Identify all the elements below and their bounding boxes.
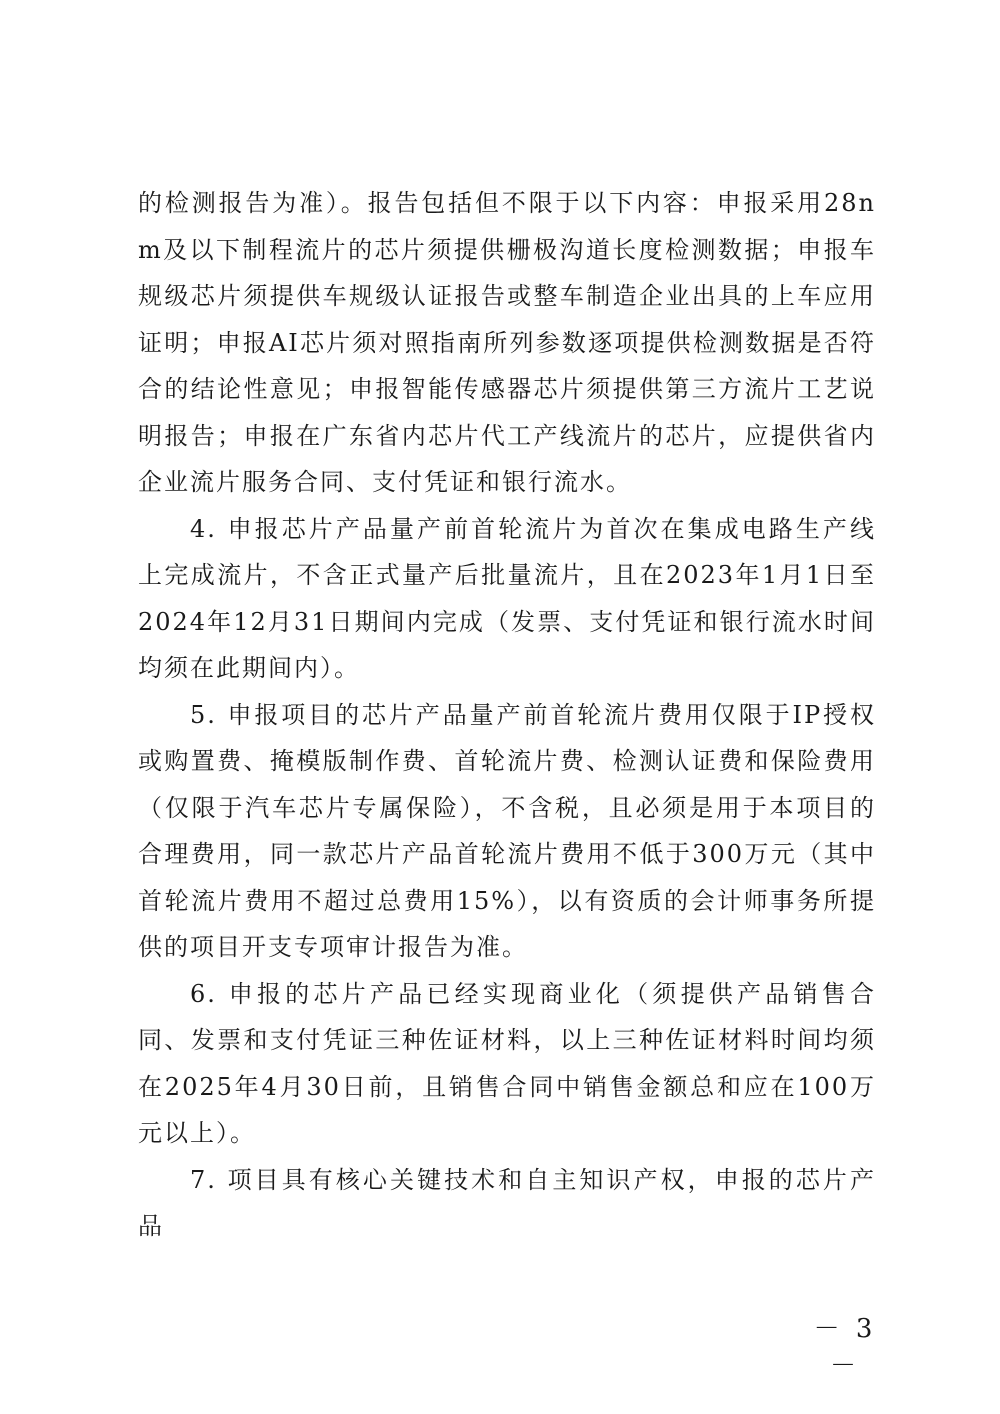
document-body bbox=[138, 180, 876, 1250]
paragraph-item-7: 7. 项目具有核心关键技术和自主知识产权，申报的芯片产品 bbox=[138, 1165, 876, 1240]
paragraph-item-5: 5. 申报项目的芯片产品量产前首轮流片费用仅限于IP授权或购置费、掩模版制作费、首轮流片费、检测认证费和保险费用（仅限于汽车芯片专属保险），不含税，且必须是用于本项目的合理费用，同一款芯片产品首轮流片费用不低于300万元（其中首轮流片费用不超过总费用15%），以有资质的会计师事务所提供的项目开支专项审计报告为准。 bbox=[138, 700, 876, 961]
paragraph-item-6: 6. 申报的芯片产品已经实现商业化（须提供产品销售合同、发票和支付凭证三种佐证材料，以上三种佐证材料时间均须在2025年4月30日前，且销售合同中销售金额总和应在100万元以上）。 bbox=[138, 979, 876, 1147]
paragraph-continuation: 的检测报告为准）。报告包括但不限于以下内容：申报采用28nm及以下制程流片的芯片须提供栅极沟道长度检测数据；申报车规级芯片须提供车规级认证报告或整车制造企业出具的上车应用证明；申报AI芯片须对照指南所列参数逐项提供检测数据是否符合的结论性意见；申报智能传感器芯片须提供第三方流片工艺说明报告；申报在广东省内芯片代工产线流片的芯片，应提供省内企业流片服务合同、支付凭证和银行流水。 bbox=[138, 189, 876, 496]
page-number: － 3 － bbox=[813, 1314, 877, 1381]
paragraph-item-4: 4. 申报芯片产品量产前首轮流片为首次在集成电路生产线上完成流片，不含正式量产后批量流片，且在2023年1月1日至2024年12月31日期间内完成（发票、支付凭证和银行流水时间均须在此期间内）。 bbox=[138, 514, 876, 682]
